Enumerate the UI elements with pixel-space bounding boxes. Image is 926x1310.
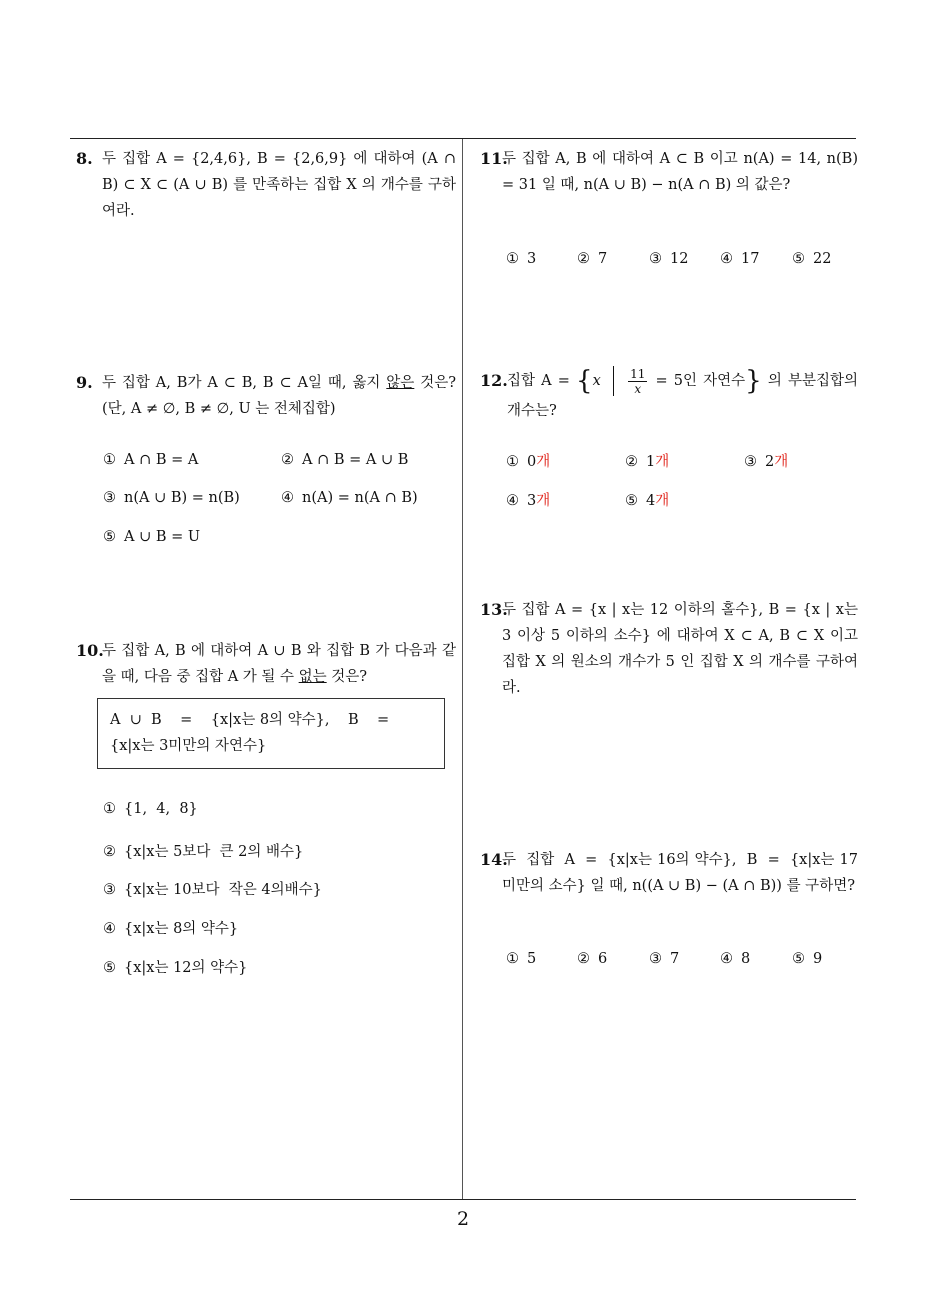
- choice-text: {x|x는 5보다 큰 2의 배수}: [124, 844, 304, 860]
- problem-text-part: 두 집합 A, B가 A ⊂ B, B ⊂ A일 때, 옳지: [102, 375, 387, 391]
- problem-12: [480, 366, 858, 426]
- problem-number: 10.: [76, 641, 104, 660]
- choice-mark: ①: [506, 454, 519, 470]
- choice-mark: ⑤: [792, 251, 805, 267]
- choice-4[interactable]: [506, 489, 550, 510]
- choice-mark: ④: [720, 251, 733, 267]
- problem-text: 두 집합 A = {x | x는 12 이하의 홀수}, B = {x | x는 3 이상 5 이하의 소수} 에 대하여 X ⊂ A, B ⊂ X 이고 집합 X 의 원소의 개수가 5 인 집합 X 의 개수를 구하여라.: [502, 602, 858, 696]
- choice-mark: ④: [281, 490, 294, 506]
- column-divider: [462, 139, 463, 1200]
- choice-mark: ①: [506, 951, 519, 967]
- problem-text: [102, 638, 456, 690]
- left-brace: {: [576, 366, 593, 396]
- given-sets-box: [97, 698, 445, 769]
- set-variable: x: [592, 373, 601, 389]
- problem-number: 13.: [480, 600, 508, 619]
- problem-text: [507, 366, 858, 426]
- choice-mark: ②: [103, 844, 116, 860]
- bottom-rule: [70, 1199, 856, 1200]
- choice-text: 17: [741, 251, 760, 267]
- choice-3[interactable]: [744, 450, 788, 471]
- choice-mark: ⑤: [792, 951, 805, 967]
- problem-text: 두 집합 A = {2,4,6}, B = {2,6,9} 에 대하여 (A ∩ B) ⊂ X ⊂ (A ∪ B) 를 만족하는 집합 X 의 개수를 구하여라.: [102, 151, 456, 219]
- problem-text-part: 것은? (단, A ≠ ∅, B ≠ ∅, U 는 전체집합): [102, 375, 456, 417]
- unit-label: 개: [536, 454, 551, 470]
- problem-text: 두 집합 A, B 에 대하여 A ⊂ B 이고 n(A) = 14, n(B) = 31 일 때, n(A ∪ B) − n(A ∩ B) 의 값은?: [502, 151, 858, 193]
- problem-9: [76, 370, 456, 422]
- choice-1[interactable]: [103, 801, 198, 817]
- problem-text-part: 두 집합 A, B 에 대하여 A ∪ B 와 집합 B 가 다음과 같을 때, 다음 중 집합 A 가 될 수: [102, 643, 456, 685]
- choice-3[interactable]: [103, 490, 240, 506]
- choice-2[interactable]: [577, 951, 607, 967]
- fraction-denominator: x: [634, 381, 642, 396]
- choice-text: A ∪ B = U: [124, 529, 201, 545]
- choice-4[interactable]: [720, 951, 750, 967]
- choice-1[interactable]: [506, 450, 550, 471]
- choice-mark: ③: [649, 251, 662, 267]
- problem-number: 9.: [76, 373, 93, 392]
- choice-mark: ③: [103, 490, 116, 506]
- choice-mark: ⑤: [625, 493, 638, 509]
- choice-3[interactable]: [103, 878, 322, 899]
- choice-text: 8: [741, 951, 751, 967]
- choice-1[interactable]: [506, 251, 536, 267]
- unit-label: 개: [536, 493, 551, 509]
- choice-mark: ④: [103, 921, 116, 937]
- box-line: {x|x는 3미만의 자연수}: [110, 738, 267, 754]
- choice-5[interactable]: [625, 489, 669, 510]
- set-bar: [613, 366, 614, 396]
- choice-2[interactable]: [281, 452, 408, 468]
- top-rule: [70, 138, 856, 139]
- choice-text: 12: [670, 251, 689, 267]
- choice-5[interactable]: [792, 251, 831, 267]
- problem-text-part: 의 부분집합의 개수는?: [507, 373, 859, 419]
- choice-4[interactable]: [720, 251, 759, 267]
- choice-value: 1: [646, 454, 656, 470]
- set-condition: = 5인 자연수: [655, 373, 746, 389]
- problem-text: 두 집합 A = {x|x는 16의 약수}, B = {x|x는 17 미만의 소수} 일 때, n((A ∪ B) − (A ∩ B)) 를 구하면?: [502, 852, 863, 894]
- problem-10: [76, 638, 456, 690]
- choice-text: {x|x는 8의 약수}: [124, 921, 239, 937]
- choice-4[interactable]: [103, 917, 238, 938]
- choice-value: 3: [527, 493, 537, 509]
- problem-number: 8.: [76, 149, 93, 168]
- choice-1[interactable]: [506, 951, 536, 967]
- choice-text: 6: [598, 951, 608, 967]
- box-line: A ∪ B = {x|x는 8의 약수}, B =: [110, 712, 390, 728]
- choice-text: 3: [527, 251, 537, 267]
- choice-mark: ②: [577, 951, 590, 967]
- problem-11: [480, 146, 858, 198]
- choice-mark: ④: [720, 951, 733, 967]
- choice-2[interactable]: [577, 251, 607, 267]
- choice-mark: ④: [506, 493, 519, 509]
- choice-1[interactable]: [103, 452, 198, 468]
- choice-text: A ∩ B = A: [124, 452, 199, 468]
- choice-text: {1, 4, 8}: [124, 801, 198, 817]
- choice-3[interactable]: [649, 251, 688, 267]
- problem-14: [480, 847, 863, 899]
- underlined-keyword: 없는: [298, 669, 327, 685]
- choice-mark: ①: [103, 452, 116, 468]
- choice-mark: ⑤: [103, 960, 116, 976]
- choice-text: 7: [598, 251, 608, 267]
- choice-value: 0: [527, 454, 537, 470]
- page-number: 2: [456, 1208, 470, 1230]
- choice-5[interactable]: [103, 956, 247, 977]
- choice-value: 2: [765, 454, 775, 470]
- choice-text: {x|x는 12의 약수}: [124, 960, 248, 976]
- problem-number: 11.: [480, 149, 508, 168]
- problem-number: 12.: [480, 371, 508, 390]
- choice-5[interactable]: [103, 529, 200, 545]
- choice-2[interactable]: [625, 450, 669, 471]
- choice-3[interactable]: [649, 951, 679, 967]
- choice-5[interactable]: [792, 951, 822, 967]
- choice-text: n(A) = n(A ∩ B): [302, 490, 418, 506]
- choice-mark: ②: [577, 251, 590, 267]
- unit-label: 개: [655, 454, 670, 470]
- choice-text: 22: [813, 251, 832, 267]
- choice-mark: ③: [103, 882, 116, 898]
- unit-label: 개: [774, 454, 789, 470]
- problem-number: 14.: [480, 850, 508, 869]
- choice-4[interactable]: [281, 490, 418, 506]
- underlined-keyword: 않은: [386, 375, 415, 391]
- choice-mark: ②: [625, 454, 638, 470]
- choice-text: A ∩ B = A ∪ B: [302, 452, 409, 468]
- problem-13: [480, 597, 858, 701]
- choice-text: 7: [670, 951, 680, 967]
- fraction-numerator: 11: [630, 366, 646, 381]
- choice-text: 5: [527, 951, 537, 967]
- choice-mark: ①: [103, 801, 116, 817]
- fraction: [628, 367, 647, 396]
- choice-text: n(A ∪ B) = n(B): [124, 490, 240, 506]
- choice-mark: ③: [649, 951, 662, 967]
- choice-mark: ①: [506, 251, 519, 267]
- choice-value: 4: [646, 493, 656, 509]
- choice-mark: ⑤: [103, 529, 116, 545]
- choice-mark: ③: [744, 454, 757, 470]
- choice-text: 9: [813, 951, 823, 967]
- choice-text: {x|x는 10보다 작은 4의배수}: [124, 882, 322, 898]
- unit-label: 개: [655, 493, 670, 509]
- set-label: 집합 A =: [507, 373, 570, 389]
- right-brace: }: [745, 366, 762, 396]
- choice-2[interactable]: [103, 840, 303, 861]
- problem-8: [76, 146, 456, 224]
- problem-text-part: 것은?: [326, 669, 368, 685]
- problem-text: [102, 370, 456, 422]
- choice-mark: ②: [281, 452, 294, 468]
